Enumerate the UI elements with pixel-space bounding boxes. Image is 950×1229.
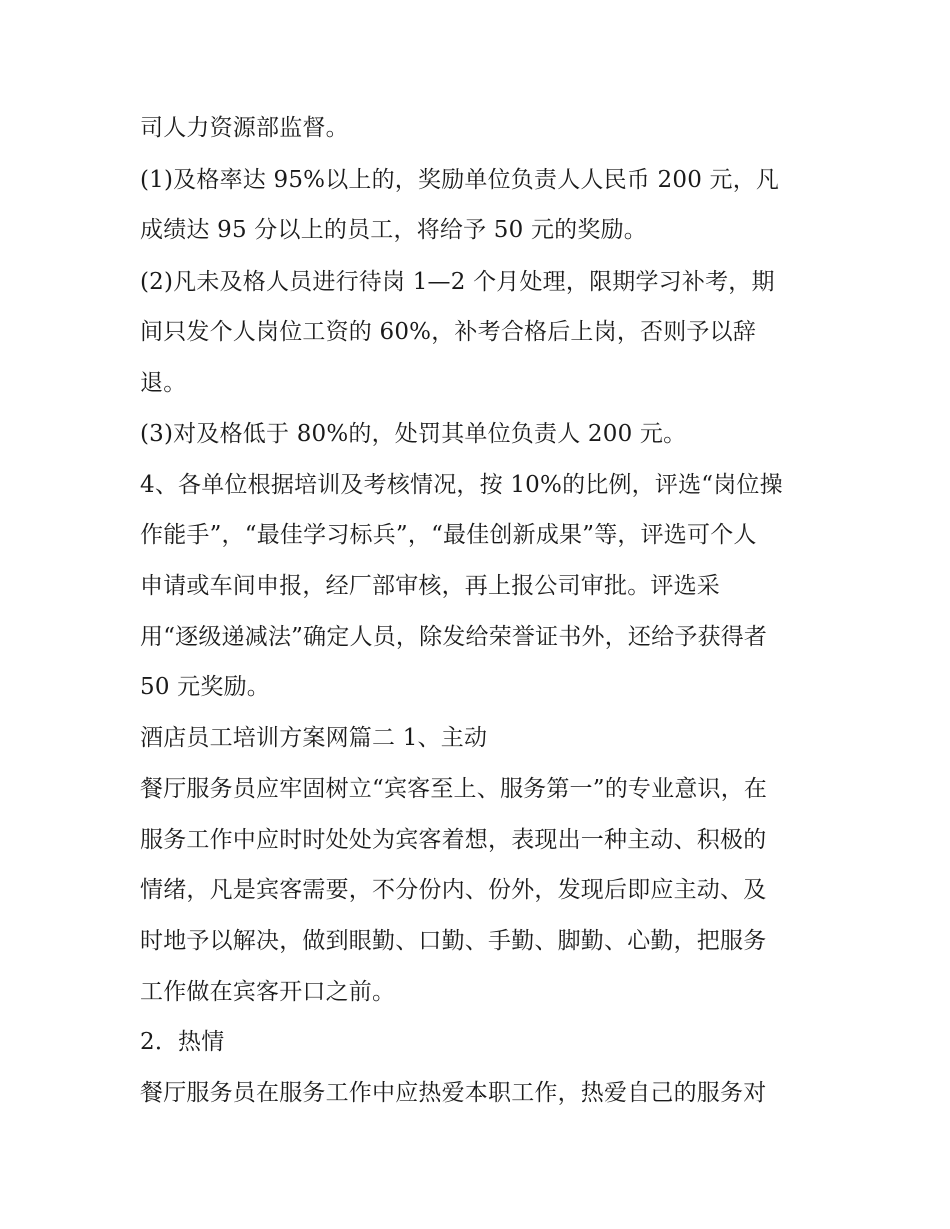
section-heading: 酒店员工培训方案网篇二 1、主动 [140,725,488,751]
text-line: 工作做在宾客开口之前。 [140,979,396,1005]
text-line: 用“逐级递减法”确定人员，除发给荣誉证书外，还给予获得者 [140,624,768,650]
text-line: 退。 [140,370,187,396]
text-line: 餐厅服务员在服务工作中应热爱本职工作，热爱自己的服务对 [140,1080,767,1106]
text-line: 申请或车间申报，经厂部审核，再上报公司审批。评选采 [140,573,720,599]
text-line: 间只发个人岗位工资的 60%，补考合格后上岗，否则予以辞 [140,319,757,345]
text-line: 服务工作中应时时处处为宾客着想，表现出一种主动、积极的 [140,827,767,853]
text-line: (1)及格率达 95%以上的，奖励单位负责人人民币 200 元，凡 [140,167,780,193]
text-line: 司人力资源部监督。 [140,115,349,141]
text-line: 时地予以解决，做到眼勤、口勤、手勤、脚勤、心勤，把服务 [140,928,767,954]
text-line: 4、各单位根据培训及考核情况，按 10%的比例，评选“岗位操 [140,472,783,498]
text-line: (2)凡未及格人员进行待岗 1—2 个月处理，限期学习补考，期 [140,269,775,295]
text-line: 成绩达 95 分以上的员工，将给予 50 元的奖励。 [140,217,647,243]
text-line: (3)对及格低于 80%的，处罚其单位负责人 200 元。 [140,421,687,447]
text-line: 情绪，凡是宾客需要，不分份内、份外，发现后即应主动、及 [140,877,767,903]
section-heading: 2．热情 [140,1029,225,1055]
text-line: 50 元奖励。 [140,674,270,700]
text-line: 餐厅服务员应牢固树立“宾客至上、服务第一”的专业意识，在 [140,776,768,802]
text-line: 作能手”，“最佳学习标兵”，“最佳创新成果”等，评选可个人 [140,522,757,548]
